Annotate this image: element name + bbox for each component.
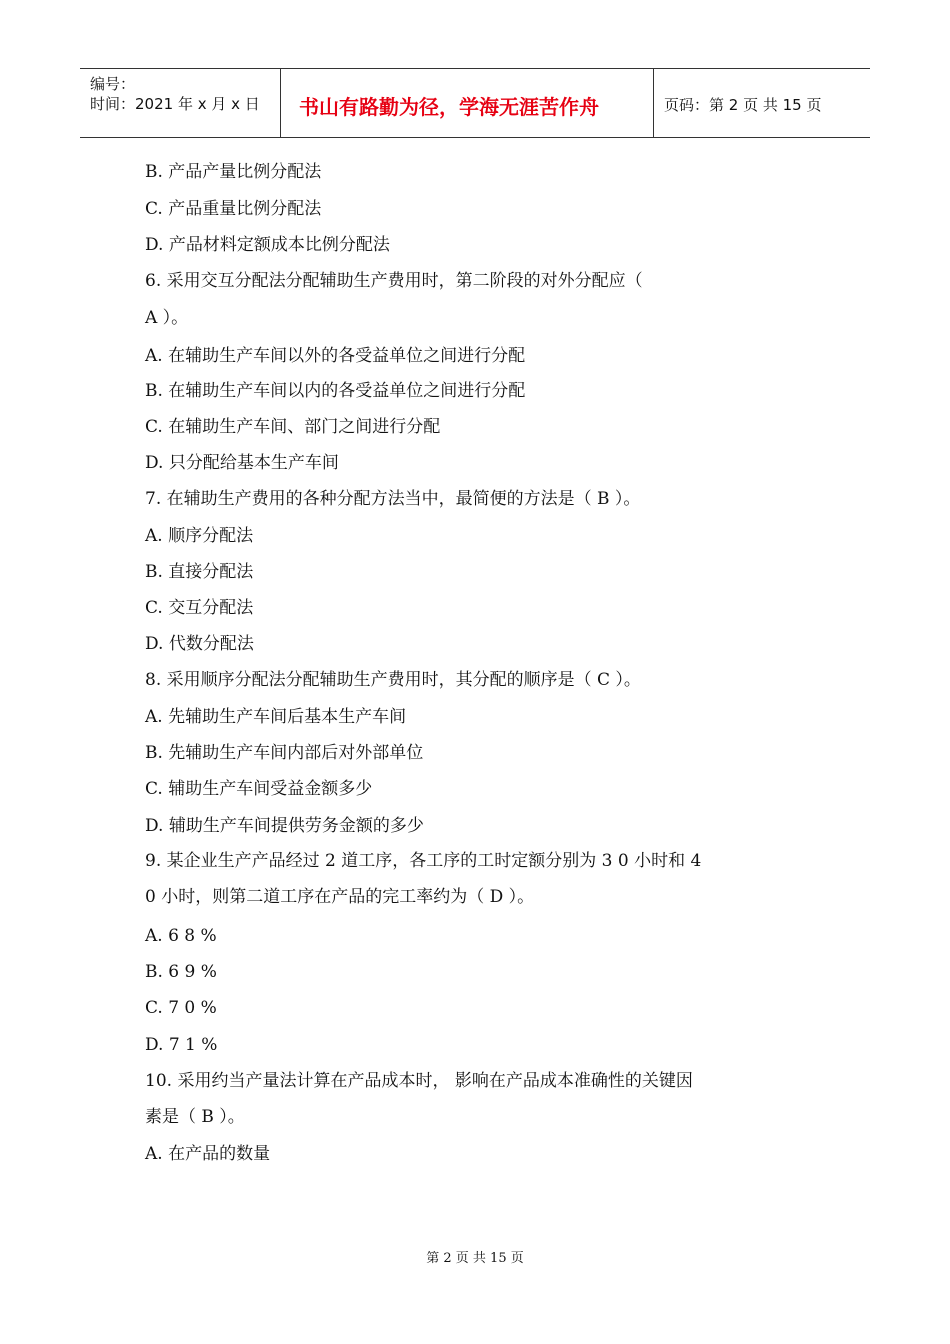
motto-text: 书山有路勤为径，学海无涯苦作舟 xyxy=(299,95,599,119)
text-line: B. 先辅助生产车间内部后对外部单位 xyxy=(145,743,424,763)
text-line: C. 7 0 % xyxy=(145,998,217,1018)
text-line: A. 6 8 % xyxy=(145,926,217,946)
header-meta-cell xyxy=(80,69,281,137)
text-line: B. 在辅助生产车间以内的各受益单位之间进行分配 xyxy=(145,381,526,401)
text-line: D. 代数分配法 xyxy=(145,634,254,654)
text-line: D. 辅助生产车间提供劳务金额的多少 xyxy=(145,816,424,836)
text-line: B. 产品产量比例分配法 xyxy=(145,162,322,182)
text-line: A. 顺序分配法 xyxy=(145,526,254,546)
number-label: 编号： xyxy=(90,75,136,93)
text-line: 素是（ B ）。 xyxy=(145,1107,245,1127)
text-line: 0 小时，则第二道工序在产品的完工率约为（ D ）。 xyxy=(145,887,535,907)
page-header xyxy=(80,68,870,138)
page-info: 页码：第 2 页 共 15 页 xyxy=(664,96,822,114)
text-line: 6. 采用交互分配法分配辅助生产费用时，第二阶段的对外分配应（ xyxy=(145,271,643,291)
text-line: D. 产品材料定额成本比例分配法 xyxy=(145,235,390,255)
time-label: 时间：2021 年 x 月 x 日 xyxy=(90,95,260,113)
text-line: C. 产品重量比例分配法 xyxy=(145,199,322,219)
text-line: A. 在辅助生产车间以外的各受益单位之间进行分配 xyxy=(145,346,526,366)
header-page-cell xyxy=(654,69,870,137)
text-line: C. 在辅助生产车间、部门之间进行分配 xyxy=(145,417,441,437)
text-line: 10. 采用约当产量法计算在产品成本时， 影响在产品成本准确性的关键因 xyxy=(145,1071,693,1091)
page-footer: 第 2 页 共 15 页 xyxy=(426,1251,524,1266)
text-line: A. 在产品的数量 xyxy=(145,1144,271,1164)
text-line: D. 7 1 % xyxy=(145,1035,218,1055)
text-line: D. 只分配给基本生产车间 xyxy=(145,453,339,473)
text-line: A ）。 xyxy=(145,308,189,328)
text-line: 8. 采用顺序分配法分配辅助生产费用时，其分配的顺序是（ C ）。 xyxy=(145,670,641,690)
text-line: B. 直接分配法 xyxy=(145,562,254,582)
text-line: A. 先辅助生产车间后基本生产车间 xyxy=(145,707,407,727)
text-line: C. 辅助生产车间受益金额多少 xyxy=(145,779,373,799)
header-motto-cell xyxy=(281,69,654,137)
text-line: C. 交互分配法 xyxy=(145,598,254,618)
text-line: 9. 某企业生产产品经过 2 道工序，各工序的工时定额分别为 3 0 小时和 4 xyxy=(145,851,702,871)
text-line: B. 6 9 % xyxy=(145,962,217,982)
text-line: 7. 在辅助生产费用的各种分配方法当中，最简便的方法是（ B ）。 xyxy=(145,489,641,509)
